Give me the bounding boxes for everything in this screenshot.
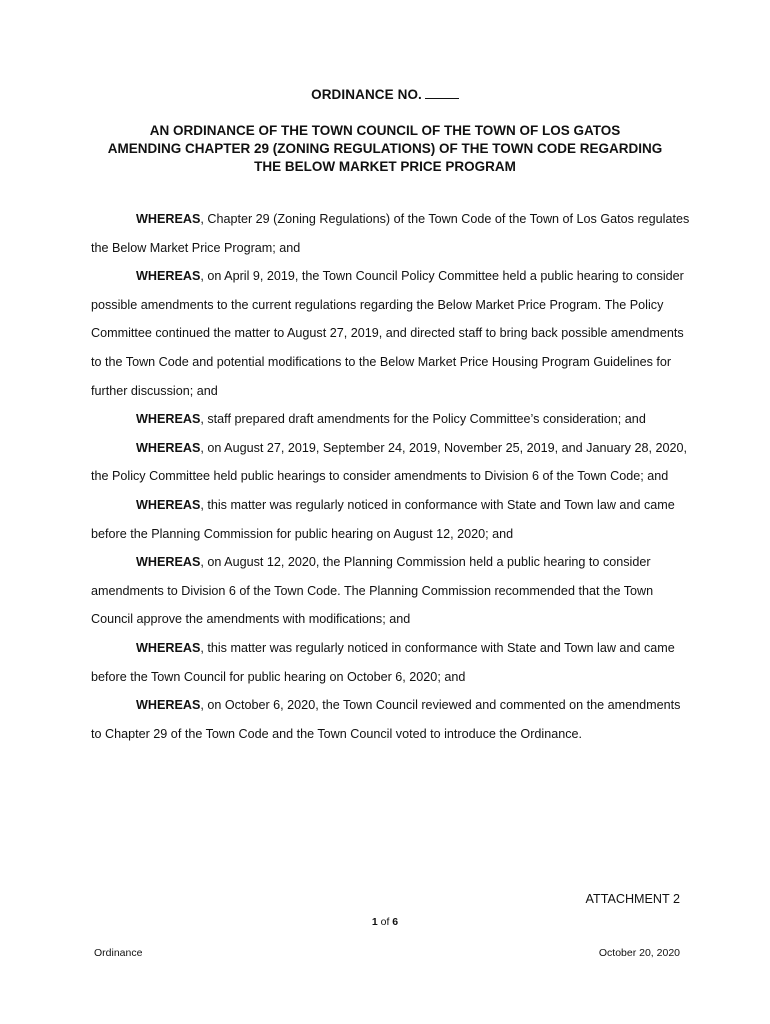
page-current: 1 bbox=[371, 916, 378, 928]
paragraph-text: , on October 6, 2020, the Town Council reviewed and commented on the amendments to Chapter 29 of the Town Code and the Town Council voted to introduce the Ordinance. bbox=[91, 698, 681, 741]
title-line: THE BELOW MARKET PRICE PROGRAM bbox=[254, 159, 516, 174]
paragraph-text: , on April 9, 2019, the Town Council Policy Committee held a public hearing to consider possible amendments to the current regulations regarding the Below Market Price Program. The Policy Committee continued the matter to August 27, 2019, and directed staff to bring back possible amendments to the Town Code and potential modifications to the Below Market Price Housing Program Guidelines for further discussion; and bbox=[91, 269, 684, 398]
footer-document-name: Ordinance bbox=[94, 947, 143, 959]
whereas-keyword: WHEREAS bbox=[136, 555, 201, 570]
whereas-paragraph bbox=[91, 691, 691, 748]
whereas-keyword: WHEREAS bbox=[136, 412, 201, 427]
title-line: AMENDING CHAPTER 29 (ZONING REGULATIONS) OF THE TOWN CODE REGARDING bbox=[107, 141, 663, 156]
whereas-keyword: WHEREAS bbox=[136, 269, 201, 284]
ordinance-number-blank bbox=[425, 86, 459, 99]
footer-date: October 20, 2020 bbox=[598, 947, 680, 959]
whereas-paragraph bbox=[91, 405, 691, 434]
ordinance-label: ORDINANCE NO. bbox=[311, 87, 422, 102]
ordinance-number-heading bbox=[0, 86, 770, 102]
whereas-keyword: WHEREAS bbox=[136, 698, 201, 713]
whereas-keyword: WHEREAS bbox=[136, 640, 201, 655]
whereas-keyword: WHEREAS bbox=[136, 497, 201, 512]
whereas-paragraph bbox=[91, 634, 691, 691]
paragraph-text: , on August 27, 2019, September 24, 2019, November 25, 2019, and January 28, 2020, the Policy Committee held public hearings to consider amendments to Division 6 of the Town Code; and bbox=[91, 440, 687, 484]
whereas-keyword: WHEREAS bbox=[136, 440, 201, 455]
ordinance-title bbox=[80, 122, 690, 176]
whereas-paragraph bbox=[91, 205, 691, 262]
paragraph-text: , on August 12, 2020, the Planning Commission held a public hearing to consider amendments to Division 6 of the Town Code. The Planning Commission recommended that the Town Council approve the amendments with modifications; and bbox=[91, 555, 654, 627]
whereas-paragraph bbox=[91, 262, 691, 405]
title-line: AN ORDINANCE OF THE TOWN COUNCIL OF THE TOWN OF LOS GATOS bbox=[149, 123, 621, 138]
whereas-paragraph bbox=[91, 548, 691, 634]
page-number bbox=[0, 916, 770, 928]
paragraph-text: , Chapter 29 (Zoning Regulations) of the Town Code of the Town of Los Gatos regulates the Below Market Price Program; and bbox=[91, 212, 690, 255]
whereas-paragraph bbox=[91, 434, 691, 491]
recitals bbox=[91, 205, 691, 748]
paragraph-text: , this matter was regularly noticed in conformance with State and Town law and came before the Planning Commission for public hearing on August 12, 2020; and bbox=[91, 497, 675, 541]
paragraph-text: , this matter was regularly noticed in conformance with State and Town law and came before the Town Council for public hearing on October 6, 2020; and bbox=[91, 640, 675, 684]
paragraph-text: , staff prepared draft amendments for the Policy Committee’s consideration; and bbox=[200, 412, 646, 427]
attachment-label: ATTACHMENT 2 bbox=[585, 892, 680, 906]
page-of: of bbox=[380, 916, 390, 928]
page-total: 6 bbox=[392, 916, 399, 928]
whereas-keyword: WHEREAS bbox=[136, 212, 201, 226]
whereas-paragraph bbox=[91, 491, 691, 548]
